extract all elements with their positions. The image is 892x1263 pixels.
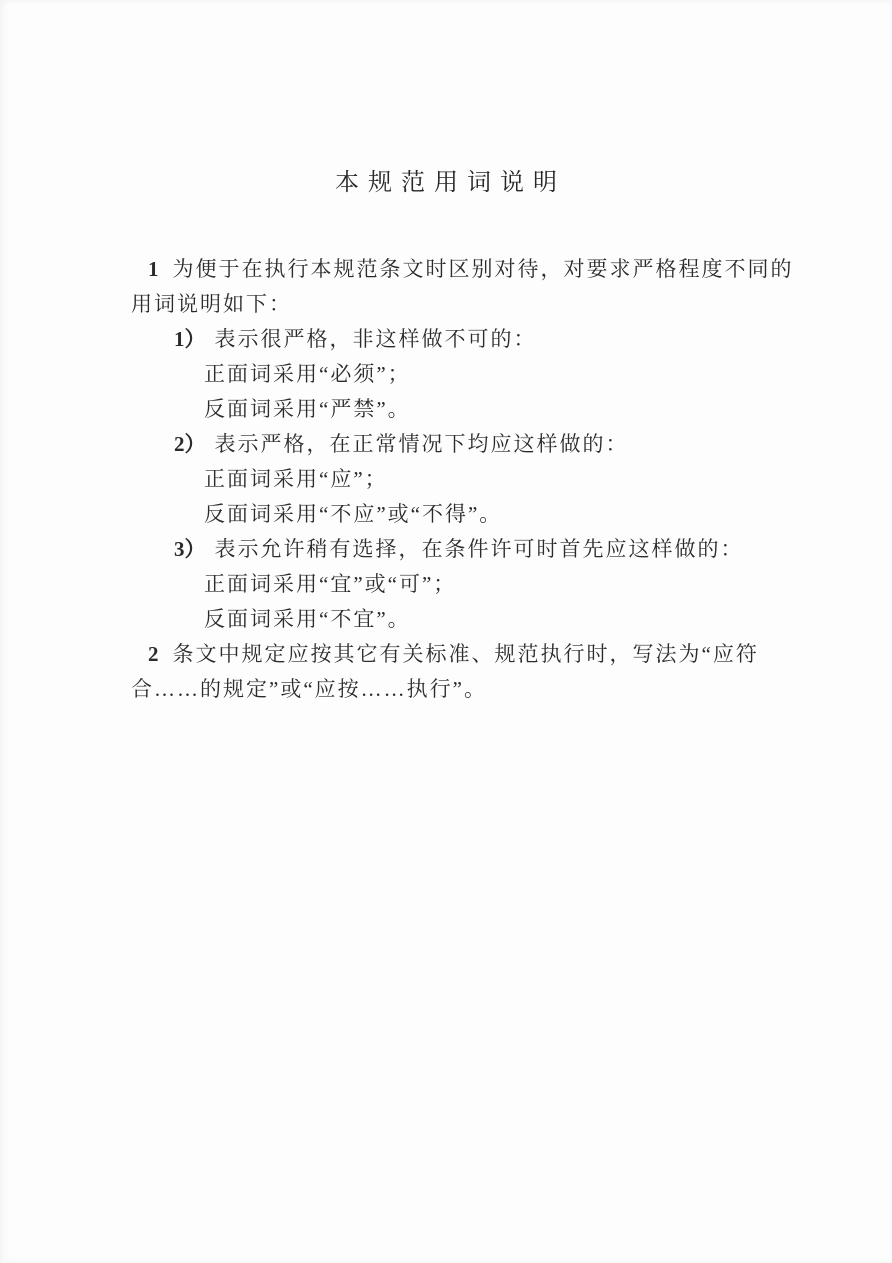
item-1-heading — [131, 322, 802, 357]
item-2-heading-text: 表示严格，在正常情况下均应这样做的： — [214, 432, 629, 456]
item-2-marker: 2） — [174, 432, 206, 456]
clause-1-number: 1 — [148, 257, 159, 281]
closing-line1-text: 条文中规定应按其它有关标准、规范执行时，写法为“应符 — [172, 642, 759, 666]
item-1-positive: 正面词采用“必须”； — [204, 362, 411, 386]
intro-paragraph-line2: 用词说明如下： — [131, 292, 292, 316]
item-1-negative: 反面词采用“严禁”。 — [204, 397, 411, 421]
item-3-heading — [131, 532, 802, 567]
closing-paragraph-line1 — [131, 637, 802, 672]
closing-paragraph-line2: 合……的规定”或“应按……执行”。 — [131, 677, 487, 701]
item-2-negative: 反面词采用“不应”或“不得”。 — [204, 502, 503, 526]
item-3-marker: 3） — [174, 537, 206, 561]
document-body — [131, 252, 802, 707]
clause-2-number: 2 — [148, 642, 159, 666]
item-1-marker: 1） — [174, 327, 206, 351]
intro-paragraph-line1 — [131, 252, 802, 287]
intro-line1-text: 为便于在执行本规范条文时区别对待，对要求严格程度不同的 — [172, 257, 794, 281]
item-2-heading — [131, 427, 802, 462]
item-2-positive: 正面词采用“应”； — [204, 467, 388, 491]
page-title: 本规范用词说明 — [335, 170, 566, 196]
item-3-heading-text: 表示允许稍有选择，在条件许可时首先应这样做的： — [214, 537, 744, 561]
item-1-heading-text: 表示很严格，非这样做不可的： — [214, 327, 537, 351]
item-3-negative: 反面词采用“不宜”。 — [204, 607, 411, 631]
item-3-positive: 正面词采用“宜”或“可”； — [204, 572, 457, 596]
